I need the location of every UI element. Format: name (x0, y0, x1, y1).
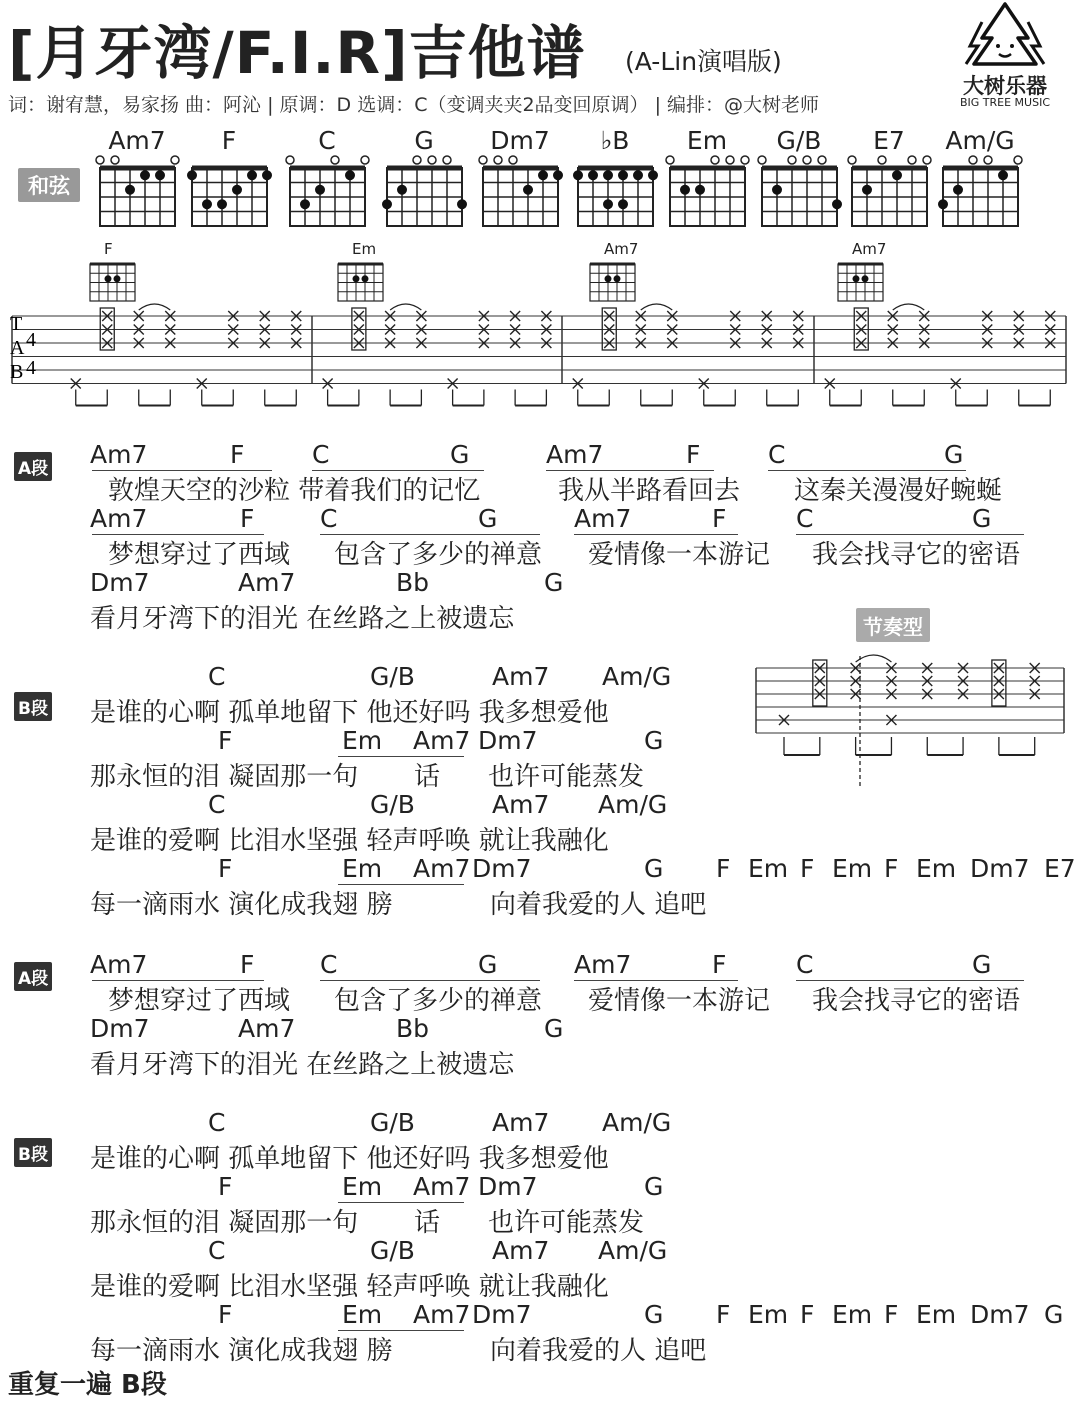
a1-chord-7: G (944, 440, 964, 469)
a4-chord-3: G (478, 950, 498, 979)
a1-chord-6: C (768, 440, 786, 469)
small-chord-dot (853, 275, 860, 282)
b2-chord-1: Em (342, 1172, 383, 1201)
b3-chord-1: G/B (370, 1236, 415, 1265)
intro-chord-label-3: Am7 (852, 240, 887, 258)
a3-chord-0: Dm7 (90, 568, 150, 597)
a4-chord-4: Am7 (574, 950, 632, 979)
tab-clef-B: B (10, 361, 24, 383)
small-chord-dot (862, 275, 869, 282)
b1-chord-3: Am/G (602, 662, 672, 691)
b2-lyrics-3: 也许可能蒸发 (488, 762, 645, 792)
b1-chord-1: G/B (370, 1108, 415, 1137)
b4-chord-10: Em (916, 1300, 957, 1329)
b4-chord-8: Em (832, 1300, 873, 1329)
b3-chord-0: C (208, 790, 226, 819)
b4-chord-7: F (800, 1300, 815, 1329)
a4-lyrics-1: 梦想穿过了西域 (108, 986, 291, 1016)
chord-name-5: ♭B (600, 126, 630, 155)
time-sig-bottom: 4 (26, 357, 36, 379)
section-badge-b: B段 (14, 692, 52, 721)
a4-chord-2: C (320, 950, 338, 979)
b4-chord-3: Dm7 (472, 854, 532, 883)
page-title: [月牙湾/F.I.R]吉他谱 (8, 19, 586, 87)
chord-name-4: Dm7 (490, 126, 550, 155)
small-chord-dot (362, 275, 369, 282)
a5-chord-3: G (544, 1014, 564, 1043)
b4-chord-12: G (1044, 1300, 1064, 1329)
b3-lyrics: 是谁的爱啊 比泪水坚强 轻声呼唤 就让我融化 (90, 1272, 609, 1302)
credits-line: 词：谢宥慧，易家扬 曲：阿沁 | 原调：D 选调：C（变调夹夹2品变回原调） | 编排：@大树老师 (8, 94, 820, 116)
a1-lyrics-2: 我从半路看回去 (558, 476, 741, 506)
a5-chord-1: Am7 (238, 1014, 296, 1043)
logo-name: 大树乐器 (963, 74, 1047, 98)
b3-chord-2: Am7 (492, 790, 550, 819)
b4-chord-9: F (884, 1300, 899, 1329)
chord-name-9: Am/G (945, 126, 1015, 155)
b2-chord-0: F (218, 1172, 233, 1201)
b4-chord-1: Em (342, 1300, 383, 1329)
small-chord-dot (614, 275, 621, 282)
chord-name-1: F (221, 126, 237, 155)
logo-english: BIG TREE MUSIC (959, 96, 1051, 109)
b4-lyrics-1: 每一滴雨水 演化成我翅 膀 (90, 1336, 393, 1366)
b4-chord-7: F (800, 854, 815, 883)
b2-lyrics-2: 话 (414, 1208, 441, 1238)
b4-chord-8: Em (832, 854, 873, 883)
a1-chord-2: C (312, 440, 330, 469)
intro-chord-label-0: F (104, 240, 113, 258)
page-subtitle: (A-Lin演唱版) (625, 47, 782, 76)
tab-clef-A: A (10, 337, 25, 359)
intro-chord-label-2: Am7 (604, 240, 639, 258)
time-sig-top: 4 (26, 329, 36, 351)
b4-chord-1: Em (342, 854, 383, 883)
a2-chord-3: G (478, 504, 498, 533)
b4-chord-9: F (884, 854, 899, 883)
b4-chord-11: Dm7 (970, 1300, 1030, 1329)
a1-chord-1: F (230, 440, 245, 469)
chord-name-2: C (318, 126, 336, 155)
small-chord-dot (105, 275, 112, 282)
section-badge-a2: A段 (14, 962, 52, 991)
tab-tie (139, 304, 171, 310)
a2-lyrics-2: 包含了多少的禅意 (334, 540, 543, 570)
a1-chord-3: G (450, 440, 470, 469)
repeat-note: 重复一遍 B段 (8, 1370, 167, 1400)
section-badge-b: B段 (14, 1138, 52, 1167)
b2-lyrics-3: 也许可能蒸发 (488, 1208, 645, 1238)
a4-chord-5: F (712, 950, 727, 979)
b2-chord-1: Em (342, 726, 383, 755)
b2-chord-4: G (644, 1172, 664, 1201)
a2-lyrics-4: 我会找寻它的密语 (812, 540, 1021, 570)
a4-lyrics-3: 爱情像一本游记 (588, 986, 771, 1016)
a1-chord-0: Am7 (90, 440, 148, 469)
b1-chord-2: Am7 (492, 662, 550, 691)
a3-chord-3: G (544, 568, 564, 597)
a2-chord-6: C (796, 504, 814, 533)
b1-chord-1: G/B (370, 662, 415, 691)
a4-lyrics-2: 包含了多少的禅意 (334, 986, 543, 1016)
b3-chord-0: C (208, 1236, 226, 1265)
a5-chord-2: Bb (396, 1014, 430, 1043)
b2-chord-3: Dm7 (478, 726, 538, 755)
chord-name-6: Em (686, 126, 728, 155)
a2-chord-7: G (972, 504, 992, 533)
chord-name-7: G/B (776, 126, 822, 155)
tab-clef-T: T (10, 313, 23, 335)
b4-chord-5: F (716, 854, 731, 883)
a2-chord-5: F (712, 504, 727, 533)
b1-chord-2: Am7 (492, 1108, 550, 1137)
b4-chord-4: G (644, 854, 664, 883)
b4-chord-3: Dm7 (472, 1300, 532, 1329)
b2-chord-2: Am7 (413, 726, 471, 755)
a4-chord-6: C (796, 950, 814, 979)
tab-tie (893, 304, 925, 310)
b4-chord-2: Am7 (413, 854, 471, 883)
a1-lyrics-3: 这秦关漫漫好蜿蜒 (794, 476, 1003, 506)
a4-lyrics-4: 我会找寻它的密语 (812, 986, 1021, 1016)
b4-chord-6: Em (748, 1300, 789, 1329)
small-chord-dot (353, 275, 360, 282)
b3-chord-3: Am/G (598, 1236, 668, 1265)
b2-chord-2: Am7 (413, 1172, 471, 1201)
a2-lyrics-3: 爱情像一本游记 (588, 540, 771, 570)
b4-chord-0: F (218, 854, 233, 883)
a5-chord-0: Dm7 (90, 1014, 150, 1043)
a3-chord-1: Am7 (238, 568, 296, 597)
b2-chord-3: Dm7 (478, 1172, 538, 1201)
b1-chord-0: C (208, 662, 226, 691)
rhythm-pattern-badge: 节奏型 (856, 608, 930, 642)
b2-lyrics-1: 那永恒的泪 凝固那一句 (90, 762, 359, 792)
tab-tie (641, 304, 673, 310)
b4-chord-5: F (716, 1300, 731, 1329)
b4-lyrics-2: 向着我爱的人 追吧 (490, 1336, 707, 1366)
tab-tie (390, 304, 421, 310)
intro-tab-staff (0, 0, 1080, 420)
a2-chord-2: C (320, 504, 338, 533)
b1-lyrics: 是谁的心啊 孤单地留下 他还好吗 我多想爱他 (90, 698, 609, 728)
b4-chord-11: Dm7 (970, 854, 1030, 883)
chord-name-3: G (414, 126, 434, 155)
rhythm-tie (856, 655, 892, 662)
section-badge-a1: A段 (14, 452, 52, 481)
b3-lyrics: 是谁的爱啊 比泪水坚强 轻声呼唤 就让我融化 (90, 826, 609, 856)
b4-chord-4: G (644, 1300, 664, 1329)
a2-lyrics-1: 梦想穿过了西域 (108, 540, 291, 570)
b2-lyrics-1: 那永恒的泪 凝固那一句 (90, 1208, 359, 1238)
a1-chord-5: F (686, 440, 701, 469)
b1-chord-3: Am/G (602, 1108, 672, 1137)
a1-lyrics-1: 敦煌天空的沙粒 带着我们的记忆 (108, 476, 481, 506)
small-chord-dot (114, 275, 121, 282)
b2-chord-4: G (644, 726, 664, 755)
b1-lyrics: 是谁的心啊 孤单地留下 他还好吗 我多想爱他 (90, 1144, 609, 1174)
rhythm-pattern-staff (740, 648, 1070, 798)
a2-chord-0: Am7 (90, 504, 148, 533)
a3-lyrics: 看月牙湾下的泪光 在丝路之上被遗忘 (90, 604, 515, 634)
b4-chord-12: E7 (1044, 854, 1076, 883)
b4-lyrics-2: 向着我爱的人 追吧 (490, 890, 707, 920)
a3-chord-2: Bb (396, 568, 430, 597)
a5-lyrics: 看月牙湾下的泪光 在丝路之上被遗忘 (90, 1050, 515, 1080)
intro-chord-label-1: Em (352, 240, 377, 258)
chord-name-0: Am7 (108, 126, 166, 155)
b1-chord-0: C (208, 1108, 226, 1137)
a1-chord-4: Am7 (546, 440, 604, 469)
a4-chord-1: F (240, 950, 255, 979)
a2-chord-1: F (240, 504, 255, 533)
b2-chord-0: F (218, 726, 233, 755)
b4-chord-2: Am7 (413, 1300, 471, 1329)
b4-chord-6: Em (748, 854, 789, 883)
b4-chord-10: Em (916, 854, 957, 883)
b3-chord-2: Am7 (492, 1236, 550, 1265)
b3-chord-3: Am/G (598, 790, 668, 819)
small-chord-dot (605, 275, 612, 282)
chord-section-badge: 和弦 (18, 168, 80, 202)
b3-chord-1: G/B (370, 790, 415, 819)
b2-lyrics-2: 话 (414, 762, 441, 792)
b4-chord-0: F (218, 1300, 233, 1329)
a4-chord-7: G (972, 950, 992, 979)
b4-lyrics-1: 每一滴雨水 演化成我翅 膀 (90, 890, 393, 920)
a4-chord-0: Am7 (90, 950, 148, 979)
chord-name-8: E7 (873, 126, 905, 155)
a2-chord-4: Am7 (574, 504, 632, 533)
